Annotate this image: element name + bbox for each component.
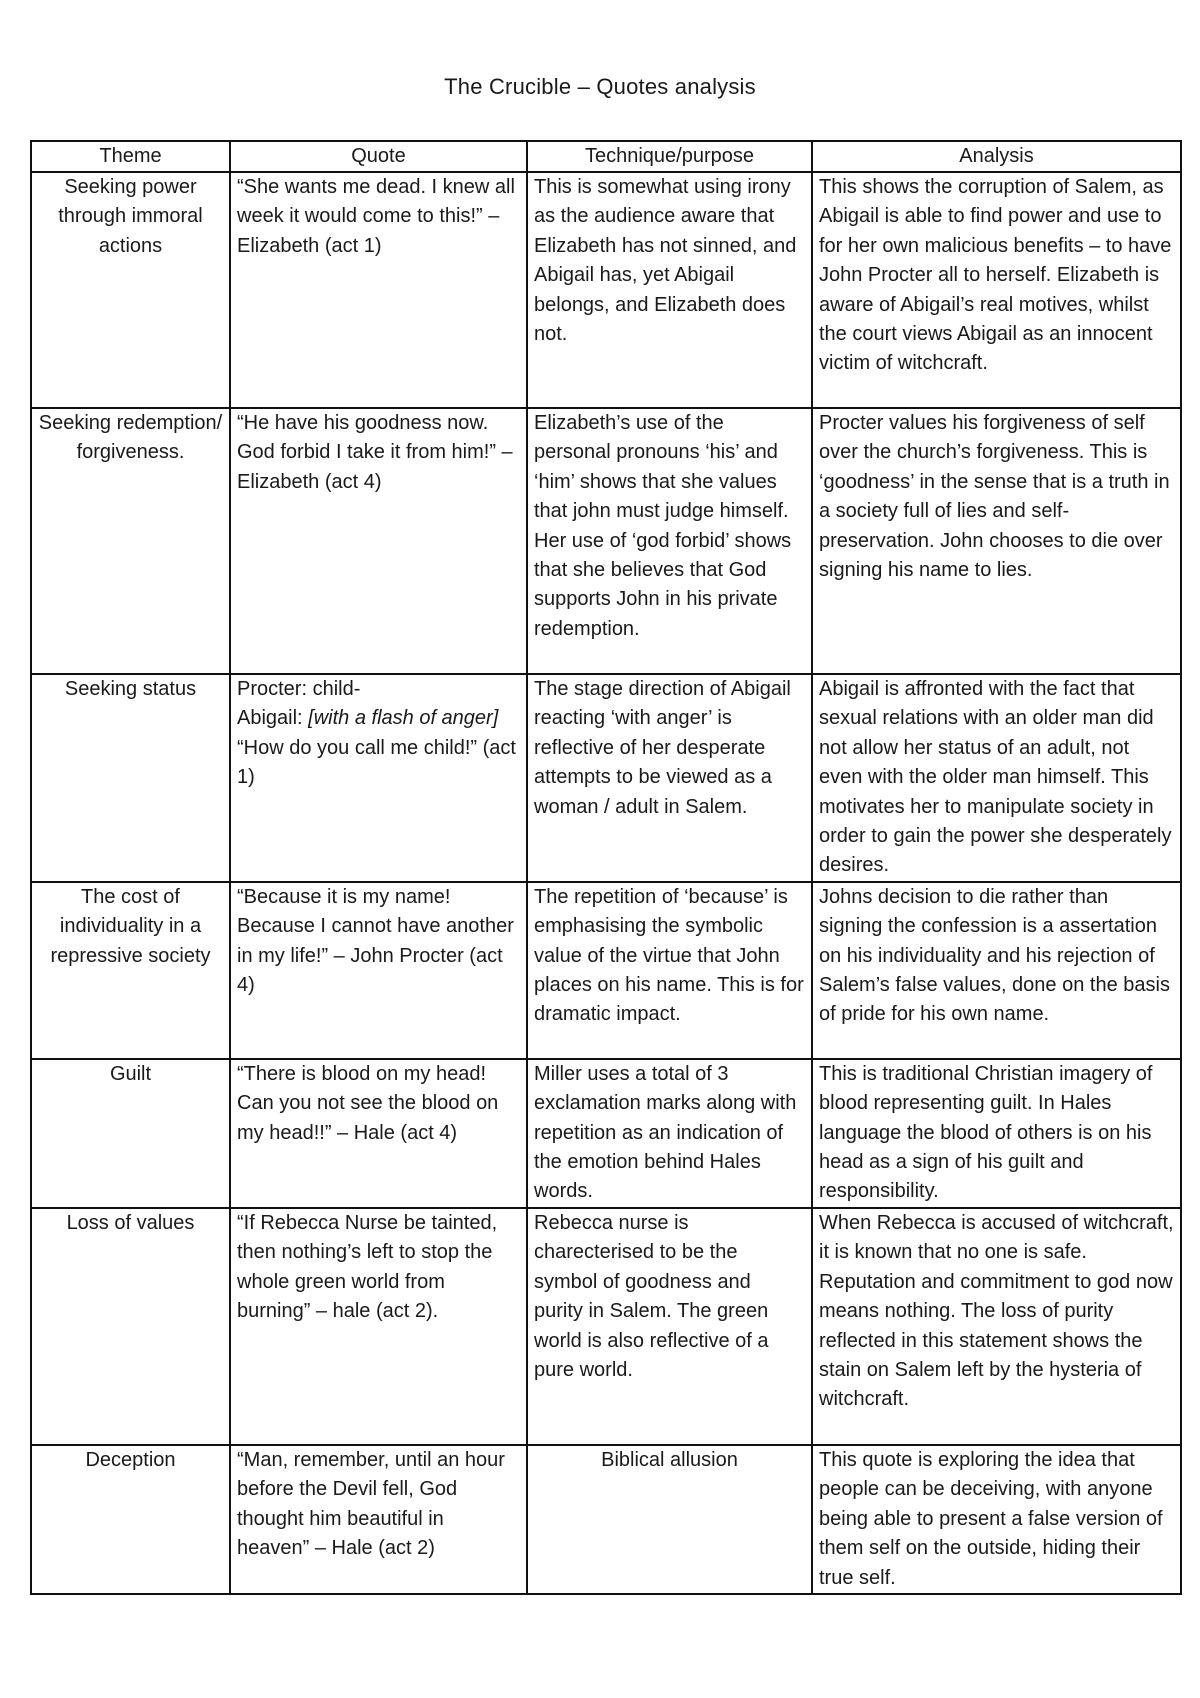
theme-cell: The cost of individuality in a repressive society	[31, 882, 230, 1059]
stage-direction: [with a flash of anger]	[308, 707, 499, 730]
quote-cell: “There is blood on my head! Can you not see the blood on my head!!” – Hale (act 4)	[230, 1059, 527, 1208]
quote-line: Procter: child-	[237, 678, 361, 700]
theme-cell: Seeking redemption/ forgiveness.	[31, 408, 230, 674]
analysis-cell: This quote is exploring the idea that people can be deceiving, with anyone being able to present a false version of them self on the outside, hiding their true self.	[812, 1445, 1181, 1594]
page-title: The Crucible – Quotes analysis	[444, 74, 756, 99]
header-theme: Theme	[31, 141, 230, 172]
analysis-cell: Procter values his forgiveness of self over the church’s forgiveness. This is ‘goodness’ in the sense that is a truth in a society full of lies and self-preservation. John chooses to die over signing his name to lies.	[812, 408, 1181, 674]
theme-cell: Loss of values	[31, 1208, 230, 1445]
quote-cell: “Man, remember, until an hour before the Devil fell, God thought him beautiful in heaven” – Hale (act 2)	[230, 1445, 527, 1594]
technique-cell: Miller uses a total of 3 exclamation marks along with repetition as an indication of the emotion behind Hales words.	[527, 1059, 812, 1208]
table-row	[31, 674, 1181, 882]
analysis-cell: Abigail is affronted with the fact that sexual relations with an older man did not allow her status of an adult, not even with the older man himself. This motivates her to manipulate society in order to gain the power she desperately desires.	[812, 674, 1181, 882]
table-row	[31, 1445, 1181, 1594]
technique-cell: The repetition of ‘because’ is emphasising the symbolic value of the virtue that John places on his name. This is for dramatic impact.	[527, 882, 812, 1059]
technique-cell: The stage direction of Abigail reacting ‘with anger’ is reflective of her desperate attempts to be viewed as a woman / adult in Salem.	[527, 674, 812, 882]
header-row	[31, 141, 1181, 172]
table-row	[31, 1059, 1181, 1208]
analysis-cell: This is traditional Christian imagery of blood representing guilt. In Hales language the blood of others is on his head as a sign of his guilt and responsibility.	[812, 1059, 1181, 1208]
theme-cell: Deception	[31, 1445, 230, 1594]
quote-cell: “If Rebecca Nurse be tainted, then nothing’s left to stop the whole green world from burning” – hale (act 2).	[230, 1208, 527, 1445]
quote-cell: “She wants me dead. I knew all week it would come to this!” – Elizabeth (act 1)	[230, 172, 527, 408]
table-row	[31, 1208, 1181, 1445]
technique-cell: Rebecca nurse is charecterised to be the symbol of goodness and purity in Salem. The green world is also reflective of a pure world.	[527, 1208, 812, 1445]
table-row	[31, 882, 1181, 1059]
theme-cell: Guilt	[31, 1059, 230, 1208]
quote-text: “How do you call me child!” (act 1)	[237, 736, 516, 789]
technique-cell: Elizabeth’s use of the personal pronouns ‘his’ and ‘him’ shows that she values that john must judge himself. Her use of ‘god forbid’ shows that she believes that God supports John in his private redemption.	[527, 408, 812, 674]
header-analysis: Analysis	[812, 141, 1181, 172]
header-quote: Quote	[230, 141, 527, 172]
table-row	[31, 408, 1181, 674]
table-row	[31, 172, 1181, 408]
quotes-table	[30, 140, 1182, 1595]
quote-cell	[230, 674, 527, 882]
analysis-cell: Johns decision to die rather than signing the confession is a assertation on his individuality and his rejection of Salem’s false values, done on the basis of pride for his own name.	[812, 882, 1181, 1059]
analysis-cell: When Rebecca is accused of witchcraft, it is known that no one is safe. Reputation and commitment to god now means nothing. The loss of purity reflected in this statement shows the stain on Salem left by the hysteria of witchcraft.	[812, 1208, 1181, 1445]
technique-cell: Biblical allusion	[527, 1445, 812, 1594]
quote-speaker: Abigail:	[237, 707, 309, 730]
technique-cell: This is somewhat using irony as the audience aware that Elizabeth has not sinned, and Abigail has, yet Abigail belongs, and Elizabeth does not.	[527, 172, 812, 408]
theme-cell: Seeking power through immoral actions	[31, 172, 230, 408]
analysis-cell: This shows the corruption of Salem, as Abigail is able to find power and use to for her own malicious benefits – to have John Procter all to herself. Elizabeth is aware of Abigail’s real motives, whilst the court views Abigail as an innocent victim of witchcraft.	[812, 172, 1181, 408]
quote-cell: “He have his goodness now. God forbid I take it from him!” – Elizabeth (act 4)	[230, 408, 527, 674]
header-technique: Technique/purpose	[527, 141, 812, 172]
quote-cell: “Because it is my name! Because I cannot have another in my life!” – John Procter (act 4)	[230, 882, 527, 1059]
theme-cell: Seeking status	[31, 674, 230, 882]
